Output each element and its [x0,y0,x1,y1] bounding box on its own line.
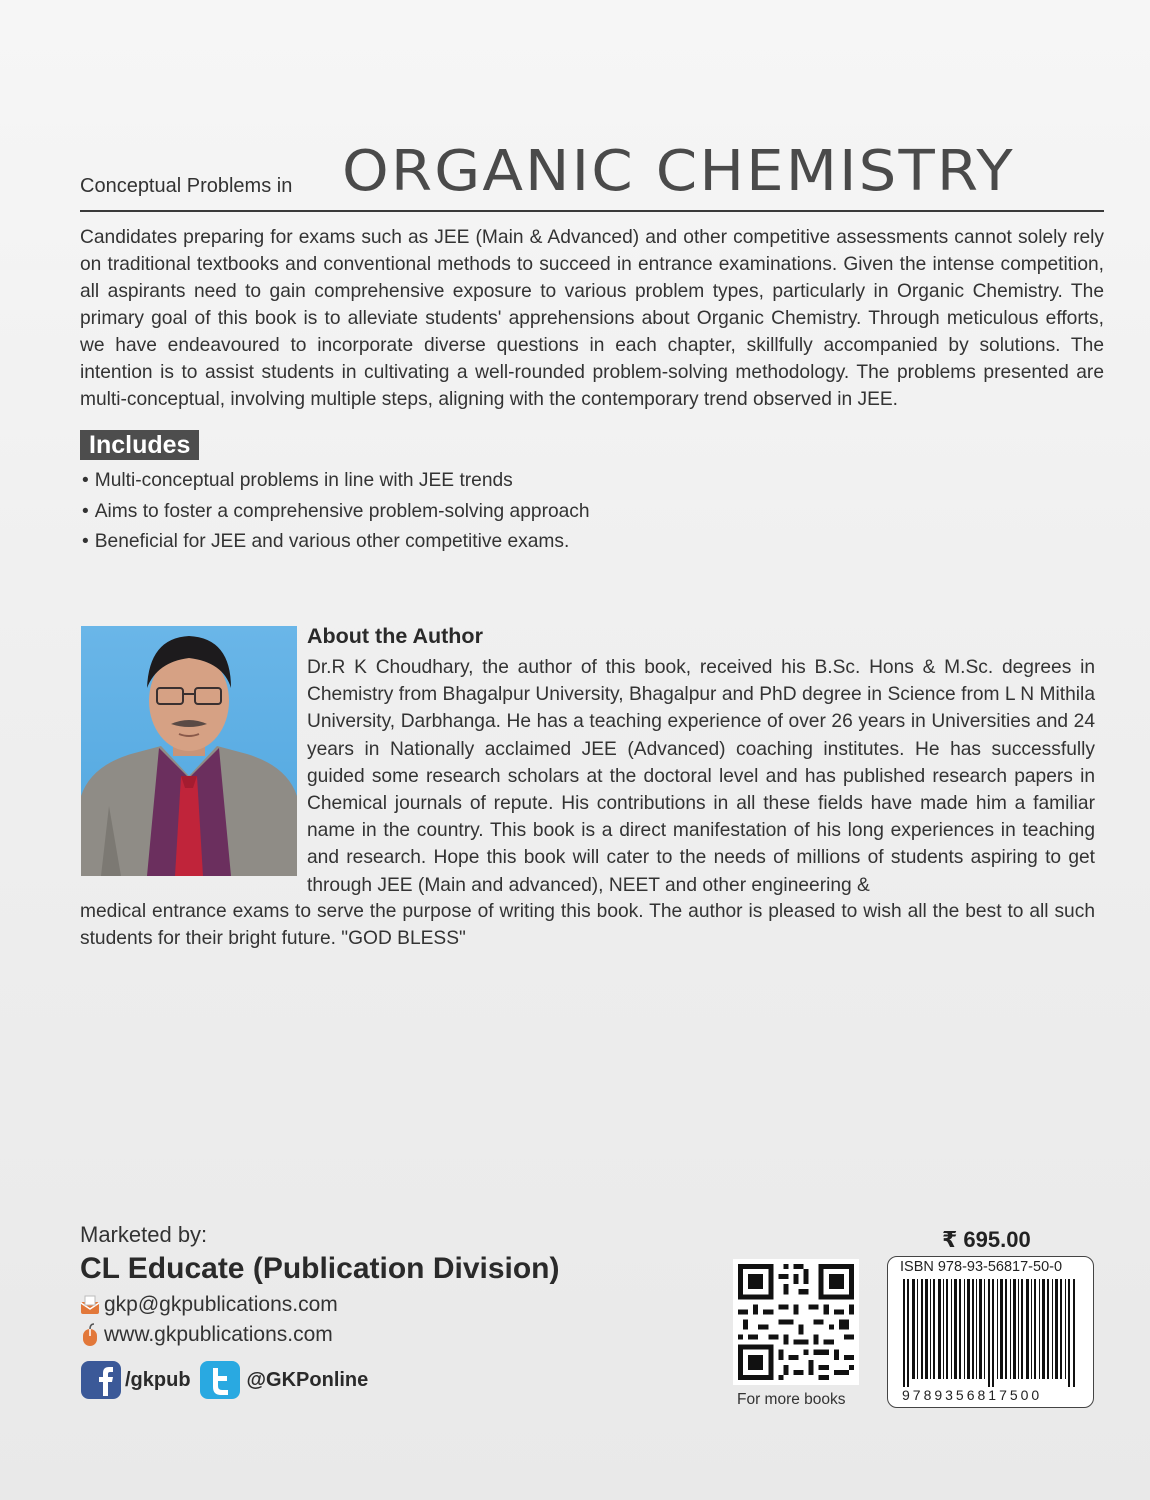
envelope-icon [80,1294,100,1316]
social-links [80,1360,368,1400]
barcode-number: 9789356817500 [902,1387,1043,1403]
list-item: • Aims to foster a comprehensive problem-solving approach [82,497,590,528]
qr-caption: For more books [737,1391,846,1408]
marketed-by-label: Marketed by: [80,1222,208,1247]
publisher-name: CL Educate (Publication Division) [80,1252,560,1285]
author-bio-continued: medical entrance exams to serve the purpose of writing this book. The author is pleased to wish all the best to all such students for their bright future. "GOD BLESS" [80,901,1095,950]
facebook-icon[interactable] [80,1360,122,1400]
email-text[interactable]: gkp@gkpublications.com [104,1293,338,1316]
twitter-icon[interactable] [199,1360,241,1400]
title-prefix: Conceptual Problems in [80,175,293,197]
isbn-text: ISBN 978-93-56817-50-0 [900,1259,1063,1275]
author-photo [81,626,297,876]
author-bio: Dr.R K Choudhary, the author of this book, received his B.Sc. Hons & M.Sc. degrees in Chemistry from Bhagalpur University, Bhagalpur and PhD degree in Science from L N Mithila University, Darbhanga. He has a teaching experience of over 26 years in Universities and 24 years in Nationally acclaimed JEE (Advanced) coaching institutes. He has successfully guided some research scholars at the doctoral level and has published research papers in Chemical journals of repute. His contributions in all these fields have made him a familiar name in the country. This book is a direct manifestation of his long experiences in teaching and research. Hope this book will cater to the needs of millions of students aspiring to get through JEE (Main and advanced), NEET and other engineering & [307,657,1095,896]
facebook-handle[interactable]: /gkpub [125,1368,191,1391]
mouse-icon [80,1323,100,1347]
twitter-handle[interactable]: @GKPonline [246,1368,369,1391]
includes-heading: Includes [80,430,199,460]
about-author-heading: About the Author [307,624,483,648]
list-item: • Beneficial for JEE and various other competitive exams. [82,527,590,558]
book-title: ORGANIC CHEMISTRY [342,139,1015,204]
includes-list [82,466,590,558]
website-text[interactable]: www.gkpublications.com [104,1323,333,1346]
price: ₹ 695.00 [942,1227,1031,1252]
email-contact [80,1293,338,1317]
website-contact [80,1323,333,1347]
barcode [887,1256,1094,1408]
title-row [80,140,1104,212]
list-item: • Multi-conceptual problems in line with JEE trends [82,466,590,497]
intro-paragraph: Candidates preparing for exams such as JEE (Main & Advanced) and other competitive assessments cannot solely rely on traditional textbooks and conventional methods to succeed in entrance examinations. Given the intense competition, all aspirants need to gain comprehensive exposure to various problem types, particularly in Organic Chemistry. The primary goal of this book is to alleviate students' apprehensions about Organic Chemistry. Through meticulous efforts, we have endeavoured to incorporate diverse questions in each chapter, skillfully accompanied by solutions. The intention is to assist students in cultivating a well-rounded problem-solving methodology. The problems presented are multi-conceptual, involving multiple steps, aligning with the contemporary trend observed in JEE. [80,227,1104,410]
barcode-bars [903,1279,1078,1387]
qr-code[interactable] [733,1259,859,1385]
